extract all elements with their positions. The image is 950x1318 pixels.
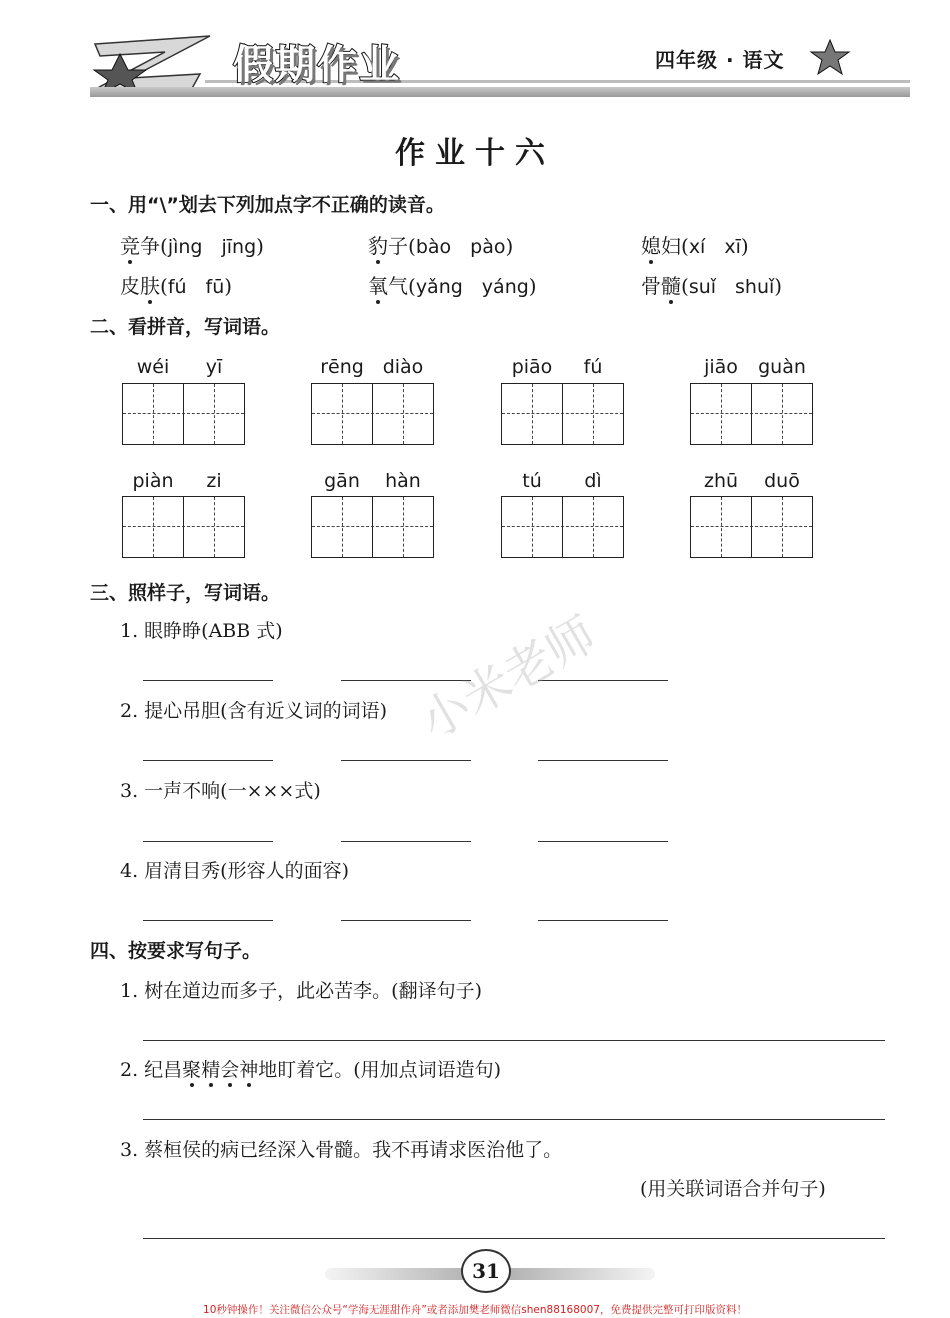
reading-item-1: 竞争(jìng jīng) xyxy=(120,234,264,258)
section3-item-4: 4. 眉清目秀(形容人的面容) xyxy=(120,860,349,882)
writing-grid[interactable] xyxy=(122,383,245,445)
answer-line[interactable] xyxy=(143,920,273,921)
section3-item-3: 3. 一声不响(一×××式) xyxy=(120,780,321,802)
header-bar xyxy=(90,87,910,97)
answer-line[interactable] xyxy=(538,841,668,842)
page-title: 作业十六 xyxy=(395,136,555,171)
writing-grid[interactable] xyxy=(690,383,813,445)
reading-item-4: 皮肤(fú fū) xyxy=(120,274,233,298)
writing-grid[interactable] xyxy=(122,496,245,558)
answer-line[interactable] xyxy=(341,760,471,761)
answer-line[interactable] xyxy=(143,1119,885,1120)
reading-item-6: 骨髓(suǐ shuǐ) xyxy=(641,274,783,298)
writing-grid[interactable] xyxy=(690,496,813,558)
answer-line[interactable] xyxy=(538,760,668,761)
answer-line[interactable] xyxy=(341,841,471,842)
header-title: 假期作业 xyxy=(233,42,401,88)
writing-grid[interactable] xyxy=(501,383,624,445)
section4-item-3-note: (用关联词语合并句子) xyxy=(640,1178,826,1200)
reading-item-2: 豹子(bào pào) xyxy=(368,234,514,258)
answer-line[interactable] xyxy=(538,920,668,921)
writing-grid[interactable] xyxy=(501,496,624,558)
header-grade-subject: 四年级 · 语文 xyxy=(655,48,785,72)
answer-line[interactable] xyxy=(143,1238,885,1239)
answer-line[interactable] xyxy=(341,920,471,921)
section2-heading: 二、看拼音，写词语。 xyxy=(90,316,281,338)
answer-line[interactable] xyxy=(143,680,273,681)
writing-grid[interactable] xyxy=(311,496,434,558)
section4-item-2: 2. 纪昌聚精会神地盯着它。(用加点词语造句) xyxy=(120,1059,502,1081)
reading-item-5: 氧气(yǎng yáng) xyxy=(368,274,537,298)
header-stars-icon xyxy=(805,38,855,78)
section4-heading: 四、按要求写句子。 xyxy=(90,940,262,962)
answer-line[interactable] xyxy=(143,760,273,761)
section3-heading: 三、照样子，写词语。 xyxy=(90,582,281,604)
section3-item-1: 1. 眼睁睁(ABB 式) xyxy=(120,620,283,642)
answer-line[interactable] xyxy=(143,1040,885,1041)
section4-item-1: 1. 树在道边而多子，此必苦李。(翻译句子) xyxy=(120,980,482,1002)
answer-line[interactable] xyxy=(143,841,273,842)
section3-item-2: 2. 提心吊胆(含有近义词的词语) xyxy=(120,700,387,722)
reading-item-3: 媳妇(xí xī) xyxy=(641,234,749,258)
section4-item-3: 3. 蔡桓侯的病已经深入骨髓。我不再请求医治他了。 xyxy=(120,1139,563,1161)
page-number: 31 xyxy=(461,1249,511,1293)
section1-heading: 一、用“\”划去下列加点字不正确的读音。 xyxy=(90,194,445,216)
header-logo-icon xyxy=(90,34,215,94)
watermark: 小米老师 xyxy=(411,606,606,751)
footer-notice: 10秒钟操作！关注微信公众号“学海无涯甜作舟”或者添加樊老师微信shen88168007，免费提供完整可打印版资料！ xyxy=(203,1304,747,1316)
writing-grid[interactable] xyxy=(311,383,434,445)
